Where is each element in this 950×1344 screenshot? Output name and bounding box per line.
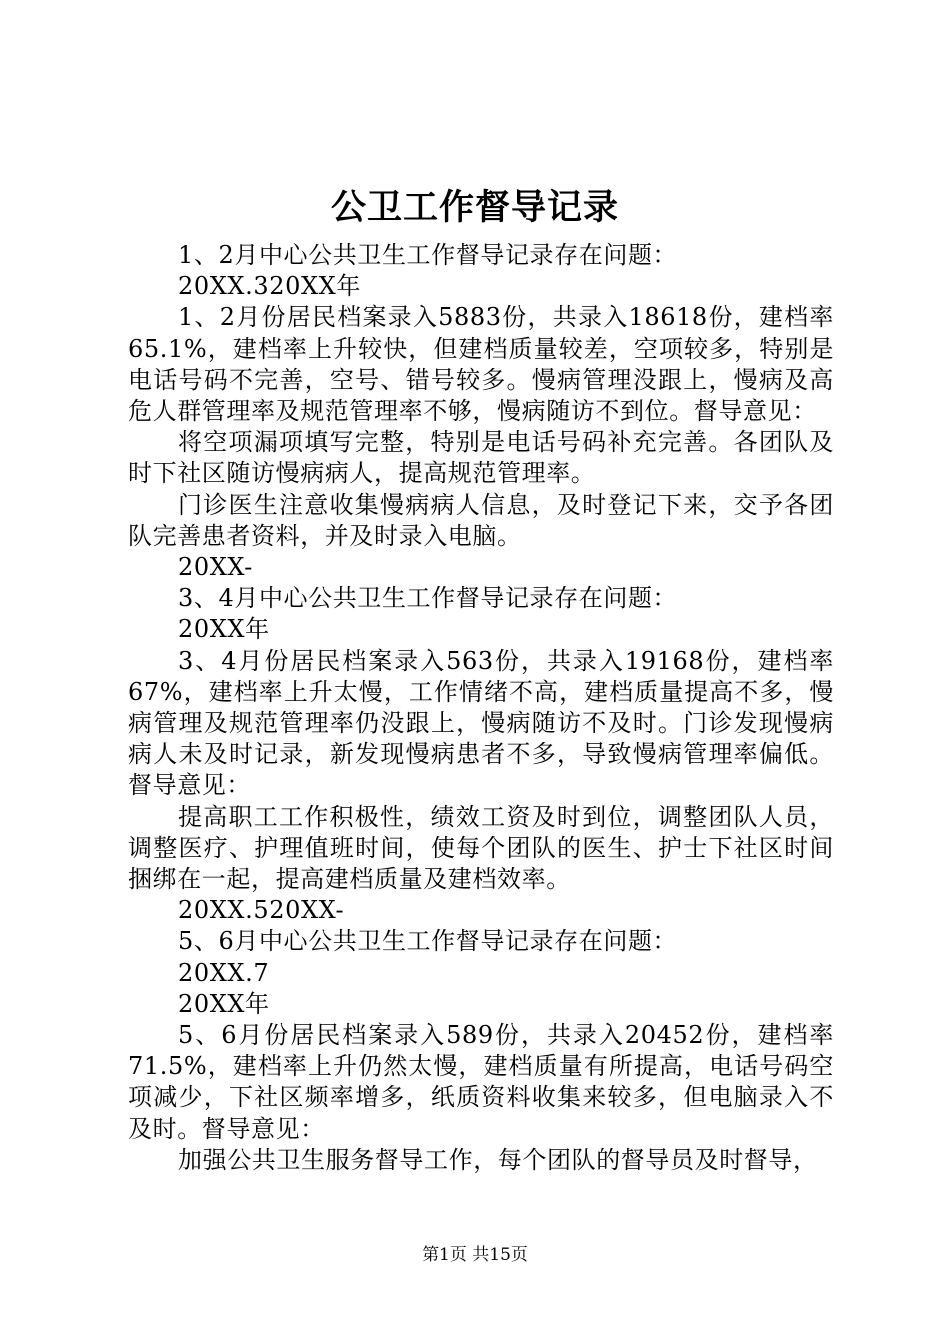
paragraph: 20XX.320XX年 xyxy=(178,272,361,301)
paragraph: 将空项漏项填写完整，特别是电话号码补充完善。各团队及时下社区随访慢病病人，提高规范管理率。 xyxy=(128,428,834,488)
paragraph: 门诊医生注意收集慢病病人信息，及时登记下来，交予各团队完善患者资料，并及时录入电脑。 xyxy=(128,490,834,550)
paragraph: 提高职工工作积极性，绩效工资及时到位，调整团队人员，调整医疗、护理值班时间，使每个团队的医生、护士下社区时间捆绑在一起，提高建档质量及建档效率。 xyxy=(128,802,834,894)
paragraph: 20XX年 xyxy=(178,989,270,1018)
paragraph: 3、4月中心公共卫生工作督导记录存在问题： xyxy=(178,584,678,613)
document-title: 公卫工作督导记录 xyxy=(330,187,619,228)
paragraph: 5、6月中心公共卫生工作督导记录存在问题： xyxy=(178,927,678,956)
paragraph: 5、6月份居民档案录入589份，共录入20452份，建档率71.5%，建档率上升仍然太慢，建档质量有所提高，电话号码空项减少，下社区频率增多，纸质资料收集来较多，但电脑录入不及时。督导意见： xyxy=(128,1021,834,1143)
document-body xyxy=(128,240,834,1176)
paragraph: 1、2月份居民档案录入5883份，共录入18618份，建档率65.1%，建档率上升较快，但建档质量较差，空项较多，特别是电话号码不完善，空号、错号较多。慢病管理没跟上，慢病及高危人群管理率及规范管理率不够，慢病随访不到位。督导意见： xyxy=(128,303,834,426)
paragraph: 20XX年 xyxy=(178,615,270,644)
paragraph: 20XX.7 xyxy=(178,958,270,987)
paragraph: 20XX.520XX- xyxy=(178,896,345,925)
page-footer: 第1页 共15页 xyxy=(422,1245,528,1265)
paragraph: 1、2月中心公共卫生工作督导记录存在问题： xyxy=(178,241,678,269)
paragraph: 3、4月份居民档案录入563份，共录入19168份，建档率67%，建档率上升太慢，工作情绪不高，建档质量提高不多，慢病管理及规范管理率仍没跟上，慢病随访不及时。门诊发现慢病病人未及时记录，新发现慢病患者不多，导致慢病管理率偏低。督导意见： xyxy=(128,646,834,800)
paragraph: 加强公共卫生服务督导工作，每个团队的督导员及时督导， xyxy=(178,1145,818,1174)
paragraph: 20XX- xyxy=(178,553,253,582)
